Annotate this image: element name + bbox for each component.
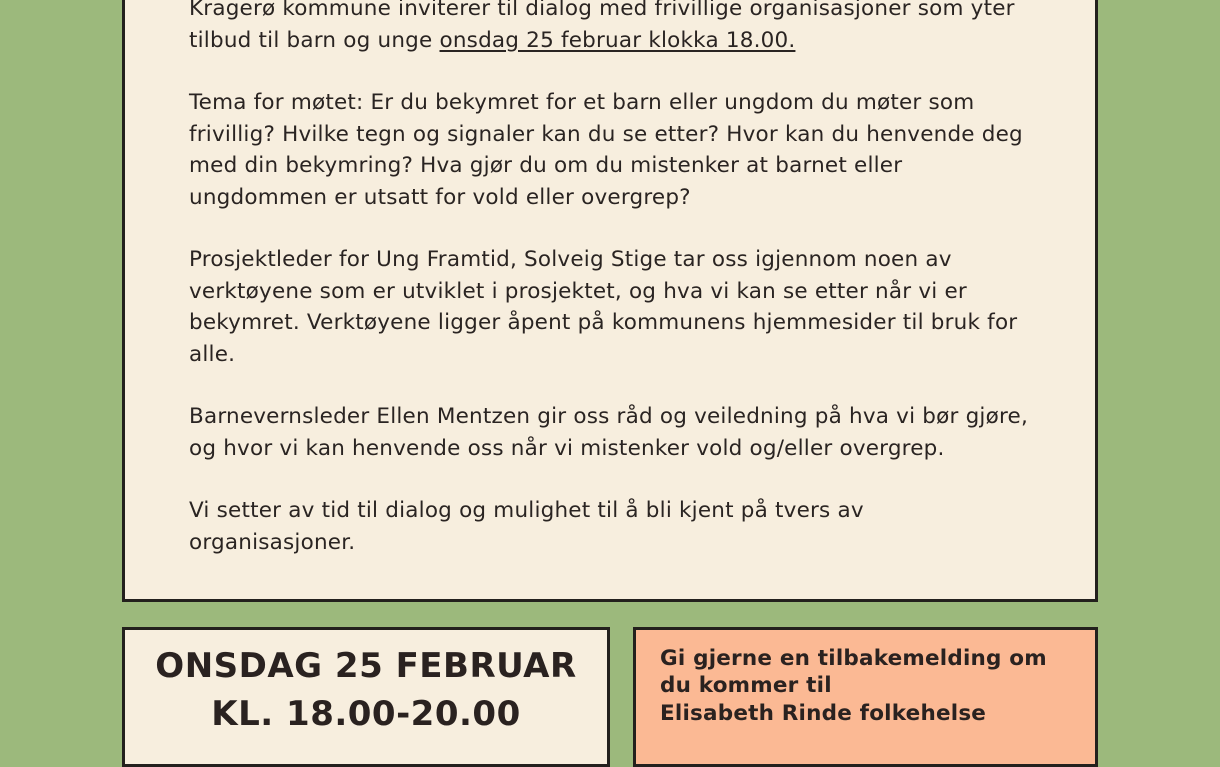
event-datetime-underlined: onsdag 25 februar klokka 18.00. <box>439 27 796 53</box>
event-date-panel <box>122 627 610 767</box>
event-date-line: ONSDAG 25 FEBRUAR <box>155 646 577 686</box>
dialog-paragraph: Vi setter av tid til dialog og mulighet til å bli kjent på tvers av organisasjoner. <box>189 498 864 555</box>
feedback-contact: Elisabeth Rinde folkehelse <box>660 701 987 726</box>
feedback-panel <box>633 627 1098 767</box>
intro-text: Kragerø kommune inviterer til dialog med frivillige organisasjoner som yter tilbud til barn og unge <box>189 0 1015 53</box>
invitation-text-panel <box>122 0 1098 602</box>
intro-paragraph <box>189 0 1035 56</box>
feedback-message: Gi gjerne en tilbakemelding om du kommer til <box>660 646 1047 698</box>
event-time-line: KL. 18.00-20.00 <box>211 694 521 734</box>
barnevernsleder-paragraph: Barnevernsleder Ellen Mentzen gir oss råd og veiledning på hva vi bør gjøre, og hvor vi kan henvende oss når vi mistenker vold og/eller overgrep. <box>189 404 1028 461</box>
prosjektleder-paragraph: Prosjektleder for Ung Framtid, Solveig Stige tar oss igjennom noen av verktøyene som er utviklet i prosjektet, og hva vi kan se etter når vi er bekymret. Verktøyene ligger åpent på kommunens hjemmesider til bruk for alle. <box>189 247 1018 367</box>
tema-paragraph: Tema for møtet: Er du bekymret for et barn eller ungdom du møter som frivillig? Hvilke tegn og signaler kan du se etter? Hvor kan du henvende deg med din bekymring? Hva gjør du om du mistenker at barnet eller ungdommen er utsatt for vold eller overgrep? <box>189 90 1023 210</box>
